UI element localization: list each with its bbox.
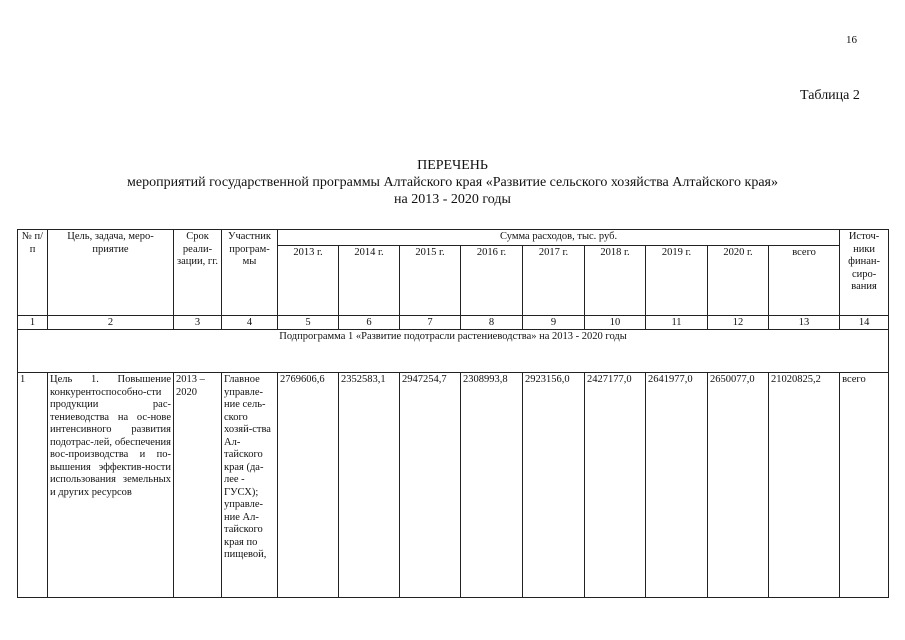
header-sum: Сумма расходов, тыс. руб. [278, 230, 840, 246]
title-line-1: ПЕРЕЧЕНЬ [417, 158, 488, 173]
row-goal: Цель 1. Повышение конкурентоспособно-сти продукции рас-тениеводства на ос-нове интенсивного развития подотрас-лей, обеспечения вос-производства и по-вышения эффектив-ности использования земельных и других ресурсов [48, 373, 174, 598]
row-term: 2013 – 2020 [174, 373, 222, 598]
header-year: 2016 г. [461, 246, 523, 316]
header-year: 2017 г. [523, 246, 585, 316]
column-number: 13 [769, 316, 840, 330]
title-line-3: на 2013 - 2020 годы [394, 192, 511, 207]
row-value: 2352583,1 [339, 373, 400, 598]
column-number: 2 [48, 316, 174, 330]
row-value: 2427177,0 [585, 373, 646, 598]
row-participant: Главное управле-ние сель-ского хозяй-ства Ал-тайского края (да-лее - ГУСХ); управле-ние Ал-тайского края по пищевой, [222, 373, 278, 598]
header-year: 2019 г. [646, 246, 708, 316]
activities-table [17, 229, 889, 598]
header-source: Источ-ники финан-сиро-вания [840, 230, 889, 316]
header-year: 2014 г. [339, 246, 400, 316]
header-num: № п/п [18, 230, 48, 316]
column-number: 10 [585, 316, 646, 330]
column-number: 4 [222, 316, 278, 330]
column-number: 14 [840, 316, 889, 330]
header-year: 2018 г. [585, 246, 646, 316]
column-number: 7 [400, 316, 461, 330]
table-label: Таблица 2 [800, 88, 860, 103]
document-title [0, 157, 905, 208]
column-number: 3 [174, 316, 222, 330]
row-value: 2641977,0 [646, 373, 708, 598]
column-number: 11 [646, 316, 708, 330]
row-source: всего [840, 373, 889, 598]
column-number: 9 [523, 316, 585, 330]
column-number: 5 [278, 316, 339, 330]
header-goal: Цель, задача, меро-приятие [48, 230, 174, 316]
row-value: 2947254,7 [400, 373, 461, 598]
column-number: 6 [339, 316, 400, 330]
row-total: 21020825,2 [769, 373, 840, 598]
row-value: 2923156,0 [523, 373, 585, 598]
header-year: 2020 г. [708, 246, 769, 316]
column-number: 8 [461, 316, 523, 330]
row-value: 2650077,0 [708, 373, 769, 598]
header-year: 2013 г. [278, 246, 339, 316]
header-year: 2015 г. [400, 246, 461, 316]
column-number: 12 [708, 316, 769, 330]
page-number: 16 [846, 34, 857, 46]
title-line-2: мероприятий государственной программы Алтайского края «Развитие сельского хозяйства Алтайского края» [127, 175, 778, 190]
header-total: всего [769, 246, 840, 316]
row-value: 2308993,8 [461, 373, 523, 598]
column-number: 1 [18, 316, 48, 330]
row-num: 1 [18, 373, 48, 598]
header-term: Срок реали-зации, гг. [174, 230, 222, 316]
subprogram-heading: Подпрограмма 1 «Развитие подотрасли растениеводства» на 2013 - 2020 годы [18, 330, 889, 373]
row-value: 2769606,6 [278, 373, 339, 598]
header-participant: Участник програм-мы [222, 230, 278, 316]
